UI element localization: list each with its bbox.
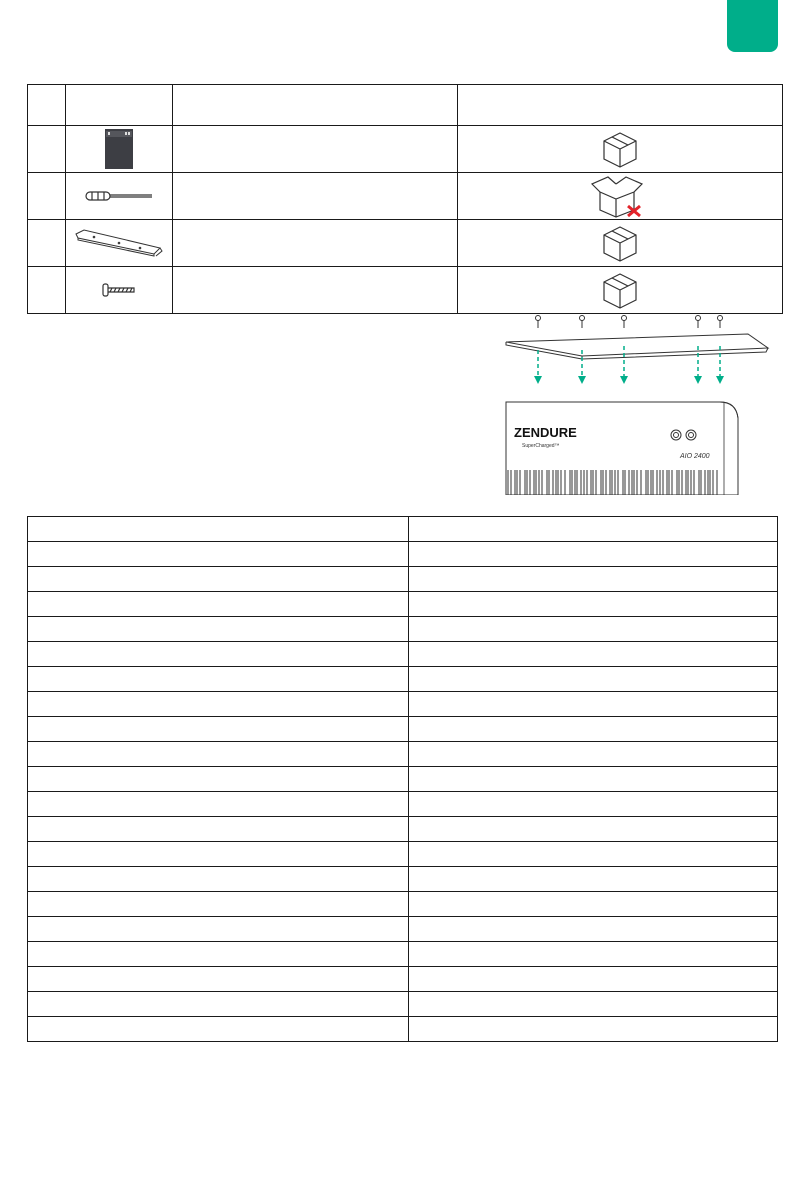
box-icon — [458, 220, 783, 267]
spec-value — [409, 817, 778, 842]
spec-value — [409, 592, 778, 617]
spec-label — [28, 692, 409, 717]
spec-value — [409, 867, 778, 892]
spec-value — [409, 717, 778, 742]
spec-value — [409, 1017, 778, 1042]
bracket-plate — [506, 334, 768, 359]
bracket-installation-figure — [490, 310, 780, 495]
table-row — [28, 742, 778, 767]
spec-label — [28, 1017, 409, 1042]
table-row — [28, 867, 778, 892]
spec-label — [28, 792, 409, 817]
spec-label — [28, 517, 409, 542]
screw-icon — [622, 316, 627, 329]
page-tab — [727, 0, 778, 52]
spec-value — [409, 692, 778, 717]
parts-table — [27, 84, 783, 314]
part-number — [28, 267, 66, 314]
guide-arrows — [534, 346, 724, 384]
table-row — [28, 220, 783, 267]
header-image — [66, 85, 173, 126]
table-row — [28, 1017, 778, 1042]
screw-icon — [66, 267, 173, 314]
screw-icon — [536, 316, 541, 329]
table-row — [28, 967, 778, 992]
part-name — [173, 220, 458, 267]
spec-label — [28, 642, 409, 667]
table-row — [28, 567, 778, 592]
table-row — [28, 842, 778, 867]
table-row — [28, 517, 778, 542]
cooling-fins — [508, 470, 717, 495]
spec-value — [409, 892, 778, 917]
spec-value — [409, 567, 778, 592]
spec-label — [28, 567, 409, 592]
spec-label — [28, 992, 409, 1017]
table-row — [28, 717, 778, 742]
part-name — [173, 267, 458, 314]
spec-value — [409, 767, 778, 792]
table-row — [28, 173, 783, 220]
spec-value — [409, 917, 778, 942]
part-number — [28, 220, 66, 267]
spec-label — [28, 917, 409, 942]
table-row — [28, 767, 778, 792]
table-row — [28, 992, 778, 1017]
box-not-included-icon — [458, 173, 783, 220]
spec-value — [409, 942, 778, 967]
part-name — [173, 126, 458, 173]
spec-label — [28, 742, 409, 767]
header-name — [173, 85, 458, 126]
spec-value — [409, 967, 778, 992]
bracket-plate-icon — [66, 220, 173, 267]
parts-table-header — [28, 85, 783, 126]
box-icon — [458, 126, 783, 173]
spec-label — [28, 842, 409, 867]
spec-value — [409, 842, 778, 867]
table-row — [28, 942, 778, 967]
screw-icon — [718, 316, 723, 329]
brand-tagline: SuperCharged™ — [522, 443, 560, 449]
battery-unit-icon — [66, 126, 173, 173]
table-row — [28, 917, 778, 942]
model-label: AIO 2400 — [680, 453, 710, 460]
spec-value — [409, 642, 778, 667]
table-row — [28, 667, 778, 692]
header-number — [28, 85, 66, 126]
spec-value — [409, 617, 778, 642]
spec-value — [409, 667, 778, 692]
spec-label — [28, 942, 409, 967]
table-row — [28, 692, 778, 717]
screws — [536, 316, 723, 329]
table-row — [28, 792, 778, 817]
spec-label — [28, 542, 409, 567]
table-row — [28, 892, 778, 917]
device-unit — [506, 402, 738, 495]
spec-label — [28, 767, 409, 792]
spec-label — [28, 867, 409, 892]
table-row — [28, 642, 778, 667]
spec-label — [28, 617, 409, 642]
spec-label — [28, 667, 409, 692]
spec-value — [409, 742, 778, 767]
header-quantity — [458, 85, 783, 126]
spec-label — [28, 817, 409, 842]
part-number — [28, 173, 66, 220]
brand-logo: ZENDURE — [514, 425, 577, 440]
table-row — [28, 617, 778, 642]
part-number — [28, 126, 66, 173]
specs-table — [27, 516, 778, 1042]
box-icon — [458, 267, 783, 314]
spec-value — [409, 992, 778, 1017]
spec-value — [409, 792, 778, 817]
spec-label — [28, 717, 409, 742]
screw-icon — [580, 316, 585, 329]
part-name — [173, 173, 458, 220]
table-row — [28, 126, 783, 173]
spec-value — [409, 517, 778, 542]
spec-label — [28, 592, 409, 617]
spec-label — [28, 967, 409, 992]
table-row — [28, 542, 778, 567]
screwdriver-icon — [66, 173, 173, 220]
table-row — [28, 267, 783, 314]
spec-value — [409, 542, 778, 567]
table-row — [28, 592, 778, 617]
table-row — [28, 817, 778, 842]
spec-label — [28, 892, 409, 917]
screw-icon — [696, 316, 701, 329]
